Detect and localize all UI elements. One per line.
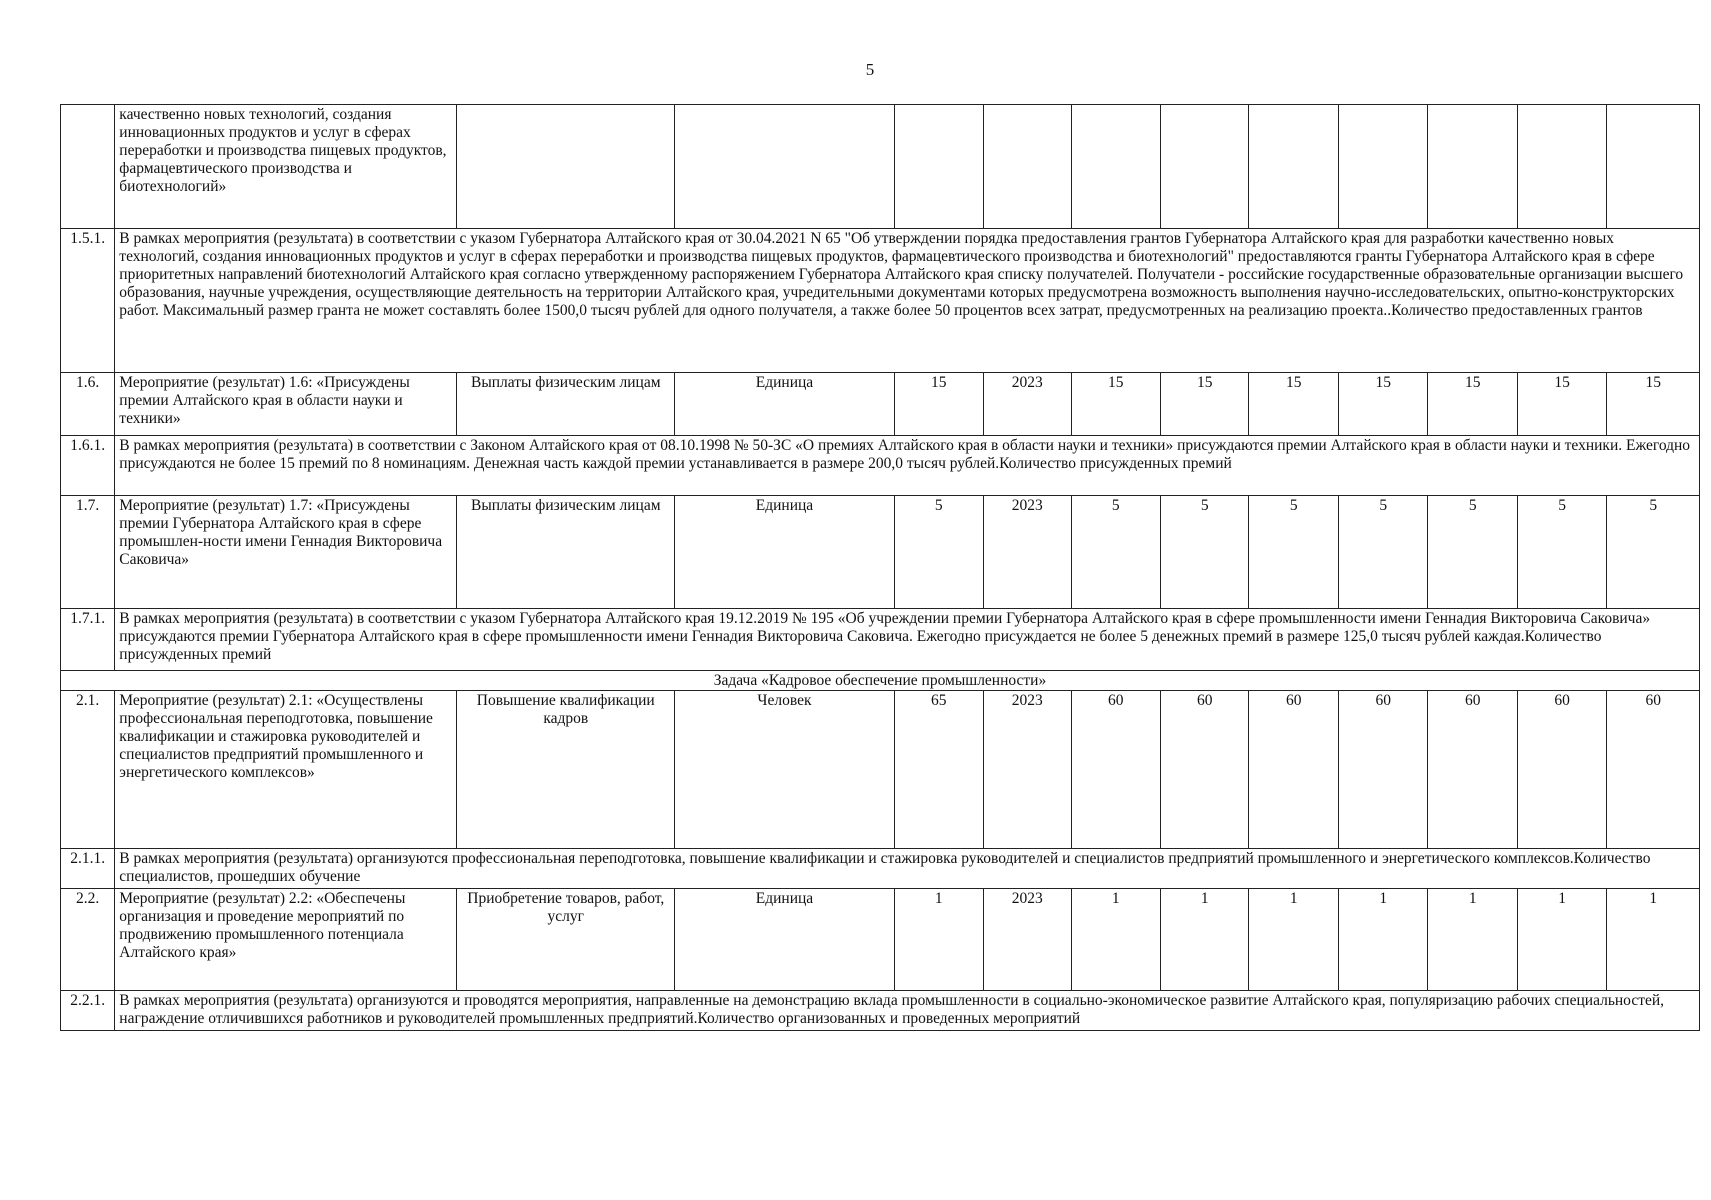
result-name: Мероприятие (результат) 2.2: «Обеспечены организация и проведение мероприятий по продвижению промышленного потенциала Алтайского края»: [115, 889, 457, 991]
value-cell: 1: [1428, 889, 1517, 991]
value-cell: 1: [1249, 889, 1338, 991]
unit: [675, 105, 894, 229]
value-cell: 1: [1607, 889, 1700, 991]
value-cell: 15: [1428, 373, 1517, 436]
results-table: [60, 104, 1700, 1031]
value-cell: 5: [1249, 496, 1338, 609]
row-number: 2.2.1.: [61, 991, 115, 1031]
row-number: 1.7.: [61, 496, 115, 609]
table-row-result: [61, 373, 1700, 436]
base-year: [984, 105, 1071, 229]
value-cell: 5: [1071, 496, 1160, 609]
value-cell: 1: [1517, 889, 1606, 991]
task-row: [61, 671, 1700, 691]
table-row-description: [61, 991, 1700, 1031]
table-row-result: [61, 889, 1700, 991]
base-value: 1: [894, 889, 983, 991]
base-year: 2023: [984, 889, 1071, 991]
value-cell: 1: [1161, 889, 1249, 991]
value-cell: 15: [1517, 373, 1606, 436]
value-cell: 5: [1607, 496, 1700, 609]
value-cell: 15: [1071, 373, 1160, 436]
value-cell: 60: [1607, 691, 1700, 849]
value-cell: 60: [1161, 691, 1249, 849]
row-number: 2.1.1.: [61, 849, 115, 889]
result-type: Выплаты физическим лицам: [457, 373, 675, 436]
unit: Единица: [675, 889, 894, 991]
table-row-description: [61, 609, 1700, 671]
row-number: 2.2.: [61, 889, 115, 991]
value-cell: 5: [1161, 496, 1249, 609]
table-row-continuation: [61, 105, 1700, 229]
base-value: [894, 105, 983, 229]
row-description: В рамках мероприятия (результата) в соответствии с указом Губернатора Алтайского края от 30.04.2021 N 65 "Об утверждении порядка предоставления грантов Губернатора Алтайского края для разработки качественно новых технологий, создания инновационных продуктов и услуг в сферах переработки и производства пищевых продуктов, фармацевтического производства и биотехнологий" предоставляются гранты Губернатора Алтайского края в сфере приоритетных направлений биотехнологий Алтайского края согласно утвержденному распоряжением Губернатора Алтайского края списку получателей. Получатели - российские государственные образовательные организации высшего образования, научные учреждения, осуществляющие деятельность на территории Алтайского края, учредительными документами которых предусмотрена возможность выполнения научно-исследовательских, опытно-конструкторских работ. Максимальный размер гранта не может составлять более 1500,0 тысяч рублей для одного получателя, а также более 50 процентов всех затрат, предусмотренных на реализацию проекта..Количество предоставленных грантов: [115, 229, 1700, 373]
base-value: 15: [894, 373, 983, 436]
row-number: 1.6.1.: [61, 436, 115, 496]
value-cell: 60: [1071, 691, 1160, 849]
value-cell: 5: [1517, 496, 1606, 609]
row-description: В рамках мероприятия (результата) в соответствии с Законом Алтайского края от 08.10.1998 № 50-ЗС «О премиях Алтайского края в области науки и техники» присуждаются премии Алтайского края в области науки и техники. Ежегодно присуждаются не более 15 премий по 8 номинациям. Денежная часть каждой премии устанавливается в размере 200,0 тысяч рублей.Количество присужденных премий: [115, 436, 1700, 496]
base-year: 2023: [984, 496, 1071, 609]
result-name: Мероприятие (результат) 1.6: «Присуждены премии Алтайского края в области науки и техники»: [115, 373, 457, 436]
table-row-result: [61, 496, 1700, 609]
result-type: Выплаты физическим лицам: [457, 496, 675, 609]
unit: Единица: [675, 373, 894, 436]
base-year: 2023: [984, 373, 1071, 436]
value-cell: 1: [1071, 889, 1160, 991]
result-type: Повышение квалификации кадров: [457, 691, 675, 849]
task-title: Задача «Кадровое обеспечение промышленности»: [61, 671, 1700, 691]
unit: Человек: [675, 691, 894, 849]
value-cell: 60: [1428, 691, 1517, 849]
table-row-description: [61, 849, 1700, 889]
value-cell: 60: [1249, 691, 1338, 849]
value-cell: 60: [1338, 691, 1427, 849]
base-value: 65: [894, 691, 983, 849]
result-name: Мероприятие (результат) 1.7: «Присуждены премии Губернатора Алтайского края в сфере промышлен-ности имени Геннадия Викторовича Саковича»: [115, 496, 457, 609]
value-cell: 15: [1161, 373, 1249, 436]
result-type: Приобретение товаров, работ, услуг: [457, 889, 675, 991]
row-description: В рамках мероприятия (результата) организуются профессиональная переподготовка, повышение квалификации и стажировка руководителей и специалистов предприятий промышленного и энергетического комплексов.Количество специалистов, прошедших обучение: [115, 849, 1700, 889]
table-row-description: [61, 229, 1700, 373]
result-type: [457, 105, 675, 229]
value-cell: 15: [1338, 373, 1427, 436]
row-description: В рамках мероприятия (результата) организуются и проводятся мероприятия, направленные на демонстрацию вклада промышленности в социально-экономическое развитие Алтайского края, популяризацию рабочих специальностей, награждение отличившихся работников и руководителей промышленных предприятий.Количество организованных и проведенных мероприятий: [115, 991, 1700, 1031]
value-cell: 60: [1517, 691, 1606, 849]
value-cell: 15: [1249, 373, 1338, 436]
row-number: [61, 105, 115, 229]
result-name: качественно новых технологий, создания инновационных продуктов и услуг в сферах переработки и производства пищевых продуктов, фармацевтического производства и биотехнологий»: [115, 105, 457, 229]
result-name: Мероприятие (результат) 2.1: «Осуществлены профессиональная переподготовка, повышение квалификации и стажировка руководителей и специалистов предприятий промышленного и энергетического комплексов»: [115, 691, 457, 849]
value-cell: 15: [1607, 373, 1700, 436]
unit: Единица: [675, 496, 894, 609]
row-description: В рамках мероприятия (результата) в соответствии с указом Губернатора Алтайского края 19.12.2019 № 195 «Об учреждении премии Губернатора Алтайского края в сфере промышленности имени Геннадия Викторовича Саковича» присуждаются премии Губернатора Алтайского края в сфере промышленности имени Геннадия Викторовича Саковича. Ежегодно присуждается не более 5 денежных премий в размере 125,0 тысяч рублей каждая.Количество присужденных премий: [115, 609, 1700, 671]
page-number: 5: [865, 60, 875, 79]
table-row-result: [61, 691, 1700, 849]
table-row-description: [61, 436, 1700, 496]
row-number: 1.6.: [61, 373, 115, 436]
value-cell: 1: [1338, 889, 1427, 991]
value-cell: 5: [1428, 496, 1517, 609]
base-year: 2023: [984, 691, 1071, 849]
base-value: 5: [894, 496, 983, 609]
row-number: 1.5.1.: [61, 229, 115, 373]
value-cell: 5: [1338, 496, 1427, 609]
row-number: 1.7.1.: [61, 609, 115, 671]
row-number: 2.1.: [61, 691, 115, 849]
